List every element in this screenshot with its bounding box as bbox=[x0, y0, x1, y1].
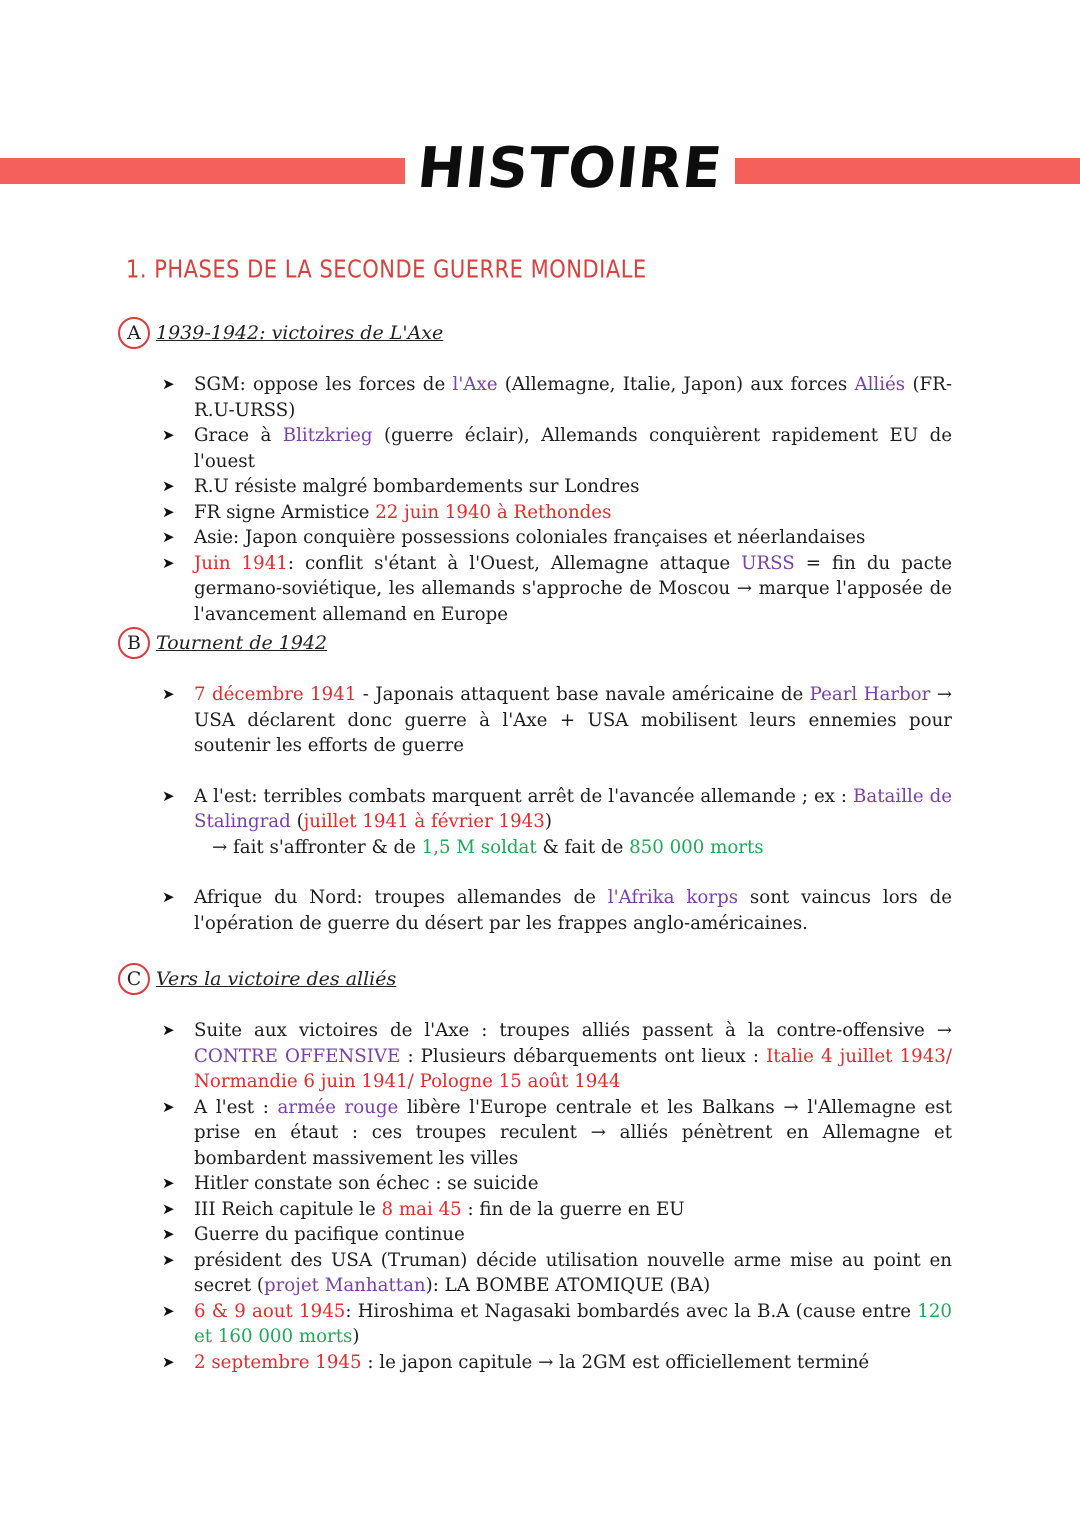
list-item: ➤ SGM: oppose les forces de l'Axe (Allemagne, Italie, Japon) aux forces Alliés (FR-R.U-URSS) bbox=[162, 374, 952, 421]
list-item: ➤ 7 décembre 1941 - Japonais attaquent base navale américaine de Pearl Harbor → USA déclarent donc guerre à l'Axe + USA mobilisent leurs ennemies pour soutenir les efforts de guerre bbox=[162, 684, 952, 756]
arrowhead-bullet-icon: ➤ bbox=[162, 426, 175, 444]
list-item: ➤ Afrique du Nord: troupes allemandes de l'Afrika korps sont vaincus lors de l'opération de guerre du désert par les frappes anglo-américaines. bbox=[162, 887, 952, 934]
circled-letter-a: A bbox=[118, 317, 150, 349]
list-item: ➤ Asie: Japon conquière possessions coloniales françaises et néerlandaises bbox=[162, 525, 952, 551]
list-item: ➤ 2 septembre 1945 : le japon capitule → la 2GM est officiellement terminé bbox=[162, 1350, 952, 1376]
arrowhead-bullet-icon: ➤ bbox=[162, 502, 175, 521]
list-item: ➤ président des USA (Truman) décide utilisation nouvelle arme mise au point en secret (projet Manhattan): LA BOMBE ATOMIQUE (BA) bbox=[162, 1249, 952, 1296]
list-item: ➤ Hitler constate son échec : se suicide bbox=[162, 1171, 952, 1197]
title-backdrop bbox=[405, 128, 735, 212]
arrowhead-bullet-icon: ➤ bbox=[162, 528, 175, 546]
list-item: ➤ Suite aux victoires de l'Axe : troupes alliés passent à la contre-offensive → CONTRE OFFENSIVE : Plusieurs débarquements ont lieux : Italie 4 juillet 1943/ Normandie 6 juin 1941/ Pologne 15 août 1944 bbox=[162, 1020, 952, 1092]
list-item: ➤ III Reich capitule le 8 mai 45 : fin de la guerre en EU bbox=[162, 1197, 952, 1223]
subsection-a-list bbox=[162, 372, 952, 627]
list-item: ➤ 6 & 9 aout 1945: Hiroshima et Nagasaki bombardés avec la B.A (cause entre 120 et 160 000 morts) bbox=[162, 1300, 952, 1347]
list-item: ➤ FR signe Armistice 22 juin 1940 à Rethondes bbox=[162, 500, 952, 526]
list-item: ➤ Guerre du pacifique continue bbox=[162, 1222, 952, 1248]
arrowhead-bullet-icon: ➤ bbox=[162, 477, 175, 495]
page-title: HISTOIRE bbox=[414, 136, 726, 201]
arrowhead-bullet-icon: ➤ bbox=[162, 1352, 175, 1371]
arrowhead-bullet-icon: ➤ bbox=[162, 375, 175, 393]
subsection-c-list bbox=[162, 1018, 952, 1375]
subsection-c-heading bbox=[118, 962, 396, 996]
arrowhead-bullet-icon: ➤ bbox=[162, 1225, 175, 1243]
arrowhead-bullet-icon: ➤ bbox=[162, 888, 175, 906]
list-item: ➤ Juin 1941: conflit s'étant à l'Ouest, Allemagne attaque URSS = fin du pacte germano-soviétique, les allemands s'approche de Moscou → marque l'apposée de l'avancement allemand en Europe bbox=[162, 552, 953, 625]
arrowhead-bullet-icon: ➤ bbox=[162, 786, 175, 805]
arrowhead-bullet-icon: ➤ bbox=[162, 553, 175, 572]
subsection-b-heading bbox=[118, 626, 327, 660]
circled-letter-c: C bbox=[118, 963, 150, 995]
section-heading: 1. PHASES DE LA SECONDE GUERRE MONDIALE bbox=[126, 255, 647, 284]
subsection-b-title: Tournent de 1942 bbox=[156, 632, 328, 654]
arrowhead-bullet-icon: ➤ bbox=[162, 1199, 175, 1218]
list-item: ➤ A l'est : armée rouge libère l'Europe centrale et les Balkans → l'Allemagne est prise en étaut : ces troupes reculent → alliés pénètrent en Allemagne et bombardent massivement les villes bbox=[162, 1096, 952, 1169]
arrowhead-bullet-icon: ➤ bbox=[162, 1301, 175, 1320]
subsection-b-list bbox=[162, 682, 952, 936]
list-item: ➤ Grace à Blitzkrieg (guerre éclair), Allemands conquièrent rapidement EU de l'ouest bbox=[162, 425, 952, 472]
arrowhead-bullet-icon: ➤ bbox=[162, 685, 175, 703]
circled-letter-b: B bbox=[118, 627, 150, 659]
subsection-c-title: Vers la victoire des alliés bbox=[156, 968, 397, 990]
list-item: ➤ R.U résiste malgré bombardements sur Londres bbox=[162, 474, 952, 500]
arrowhead-bullet-icon: ➤ bbox=[162, 1097, 175, 1116]
subsection-a-heading bbox=[118, 316, 443, 350]
subsection-a-title: 1939-1942: victoires de L'Axe bbox=[156, 322, 444, 344]
arrowhead-bullet-icon: ➤ bbox=[162, 1250, 175, 1269]
arrowhead-bullet-icon: ➤ bbox=[162, 1174, 175, 1192]
list-item: ➤ A l'est: terribles combats marquent arrêt de l'avancée allemande ; ex : Bataille de Stalingrad (juillet 1941 à février 1943) → fait s'affronter & de 1,5 M soldat & fait de 850 000 morts bbox=[162, 784, 952, 861]
arrowhead-bullet-icon: ➤ bbox=[162, 1021, 175, 1039]
sub-note: → fait s'affronter & de 1,5 M soldat & fait de 850 000 morts bbox=[212, 836, 764, 858]
